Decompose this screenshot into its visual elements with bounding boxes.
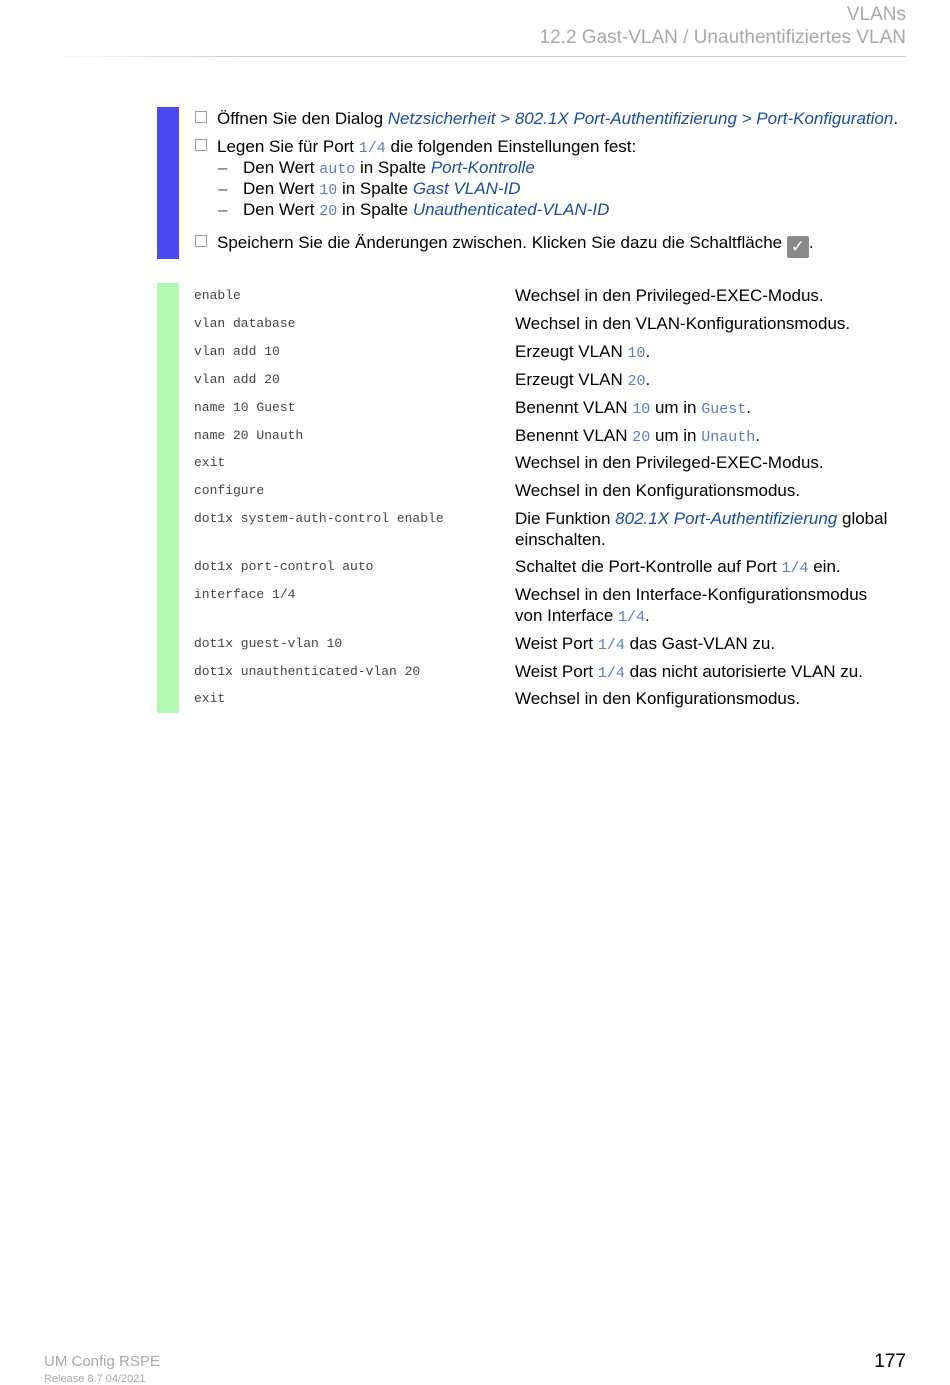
cli-description: Wechsel in den VLAN-Konfigurationsmodus. <box>515 314 851 333</box>
cli-description: Weist Port 1/4 das Gast-VLAN zu. <box>515 634 776 654</box>
cli-command: vlan add 20 <box>194 372 280 387</box>
cli-command: dot1x system-auth-control enable <box>194 511 444 526</box>
check-icon[interactable]: ✓ <box>787 236 809 258</box>
cli-command: vlan database <box>194 316 296 331</box>
list-item: – Den Wert auto in Spalte Port-Kontrolle <box>218 158 535 178</box>
list-item: – Den Wert 20 in Spalte Unauthenticated-VLAN-ID <box>218 200 610 220</box>
step-open-dialog: Öffnen Sie den Dialog Netzsicherheit > 802.1X Port-Authentifizierung > Port-Konfiguration. <box>195 108 898 129</box>
page-number: 177 <box>874 1351 906 1372</box>
step-save: Speichern Sie die Änderungen zwischen. Klicken Sie dazu die Schaltfläche ✓ . <box>195 232 814 258</box>
cli-description: Die Funktion 802.1X Port-Authentifizierung global einschalten. <box>515 509 888 549</box>
cli-command: dot1x unauthenticated-vlan 20 <box>194 664 421 679</box>
header-divider <box>44 56 906 57</box>
cli-description: Wechsel in den Privileged-EXEC-Modus. <box>515 286 824 305</box>
cli-command: configure <box>194 483 265 498</box>
checkbox-icon <box>195 139 207 151</box>
checkbox-icon <box>195 111 207 123</box>
cli-description: Wechsel in den Konfigurationsmodus. <box>515 481 801 500</box>
footer-release: Release 8.7 04/2021 <box>44 1373 146 1385</box>
cli-description: Benennt VLAN 10 um in Guest. <box>515 398 751 418</box>
cli-description: Schaltet die Port-Kontrolle auf Port 1/4 ein. <box>515 557 841 577</box>
chapter-title: VLANs <box>846 4 906 25</box>
cli-description: Weist Port 1/4 das nicht autorisierte VLAN zu. <box>515 662 863 682</box>
footer-doc-title: UM Config RSPE <box>44 1353 160 1370</box>
instruction-bar <box>157 107 179 259</box>
list-item: – Den Wert 10 in Spalte Gast VLAN-ID <box>218 179 521 199</box>
column-link[interactable]: Gast VLAN-ID <box>412 179 521 198</box>
column-link[interactable]: Port-Kontrolle <box>430 158 535 177</box>
port-value: 1/4 <box>358 140 386 157</box>
cli-command: dot1x guest-vlan 10 <box>194 636 343 651</box>
step-set-port: Legen Sie für Port 1/4 die folgenden Einstellungen fest: <box>195 136 636 159</box>
cli-description: Wechsel in den Konfigurationsmodus. <box>515 689 801 708</box>
cli-description: Wechsel in den Interface-Konfigurationsmodus von Interface 1/4. <box>515 585 868 626</box>
section-title: 12.2 Gast-VLAN / Unauthentifiziertes VLAN <box>539 27 906 48</box>
cli-command: enable <box>194 288 241 303</box>
cli-bar <box>157 283 179 713</box>
cli-command: vlan add 10 <box>194 344 280 359</box>
column-link[interactable]: Unauthenticated-VLAN-ID <box>412 200 610 219</box>
cli-command: exit <box>194 691 226 706</box>
cli-description: Erzeugt VLAN 10. <box>515 342 651 362</box>
cli-description: Benennt VLAN 20 um in Unauth. <box>515 426 760 446</box>
cli-command: name 10 Guest <box>194 400 296 415</box>
dialog-path-link[interactable]: Netzsicherheit > 802.1X Port-Authentifizierung > Port-Konfiguration <box>387 109 894 128</box>
cli-command: dot1x port-control auto <box>194 559 374 574</box>
cli-description: Erzeugt VLAN 20. <box>515 370 651 390</box>
cli-command: exit <box>194 455 226 470</box>
cli-command: interface 1/4 <box>194 587 296 602</box>
checkbox-icon <box>195 235 207 247</box>
cli-description: Wechsel in den Privileged-EXEC-Modus. <box>515 453 824 472</box>
cli-command: name 20 Unauth <box>194 428 304 443</box>
